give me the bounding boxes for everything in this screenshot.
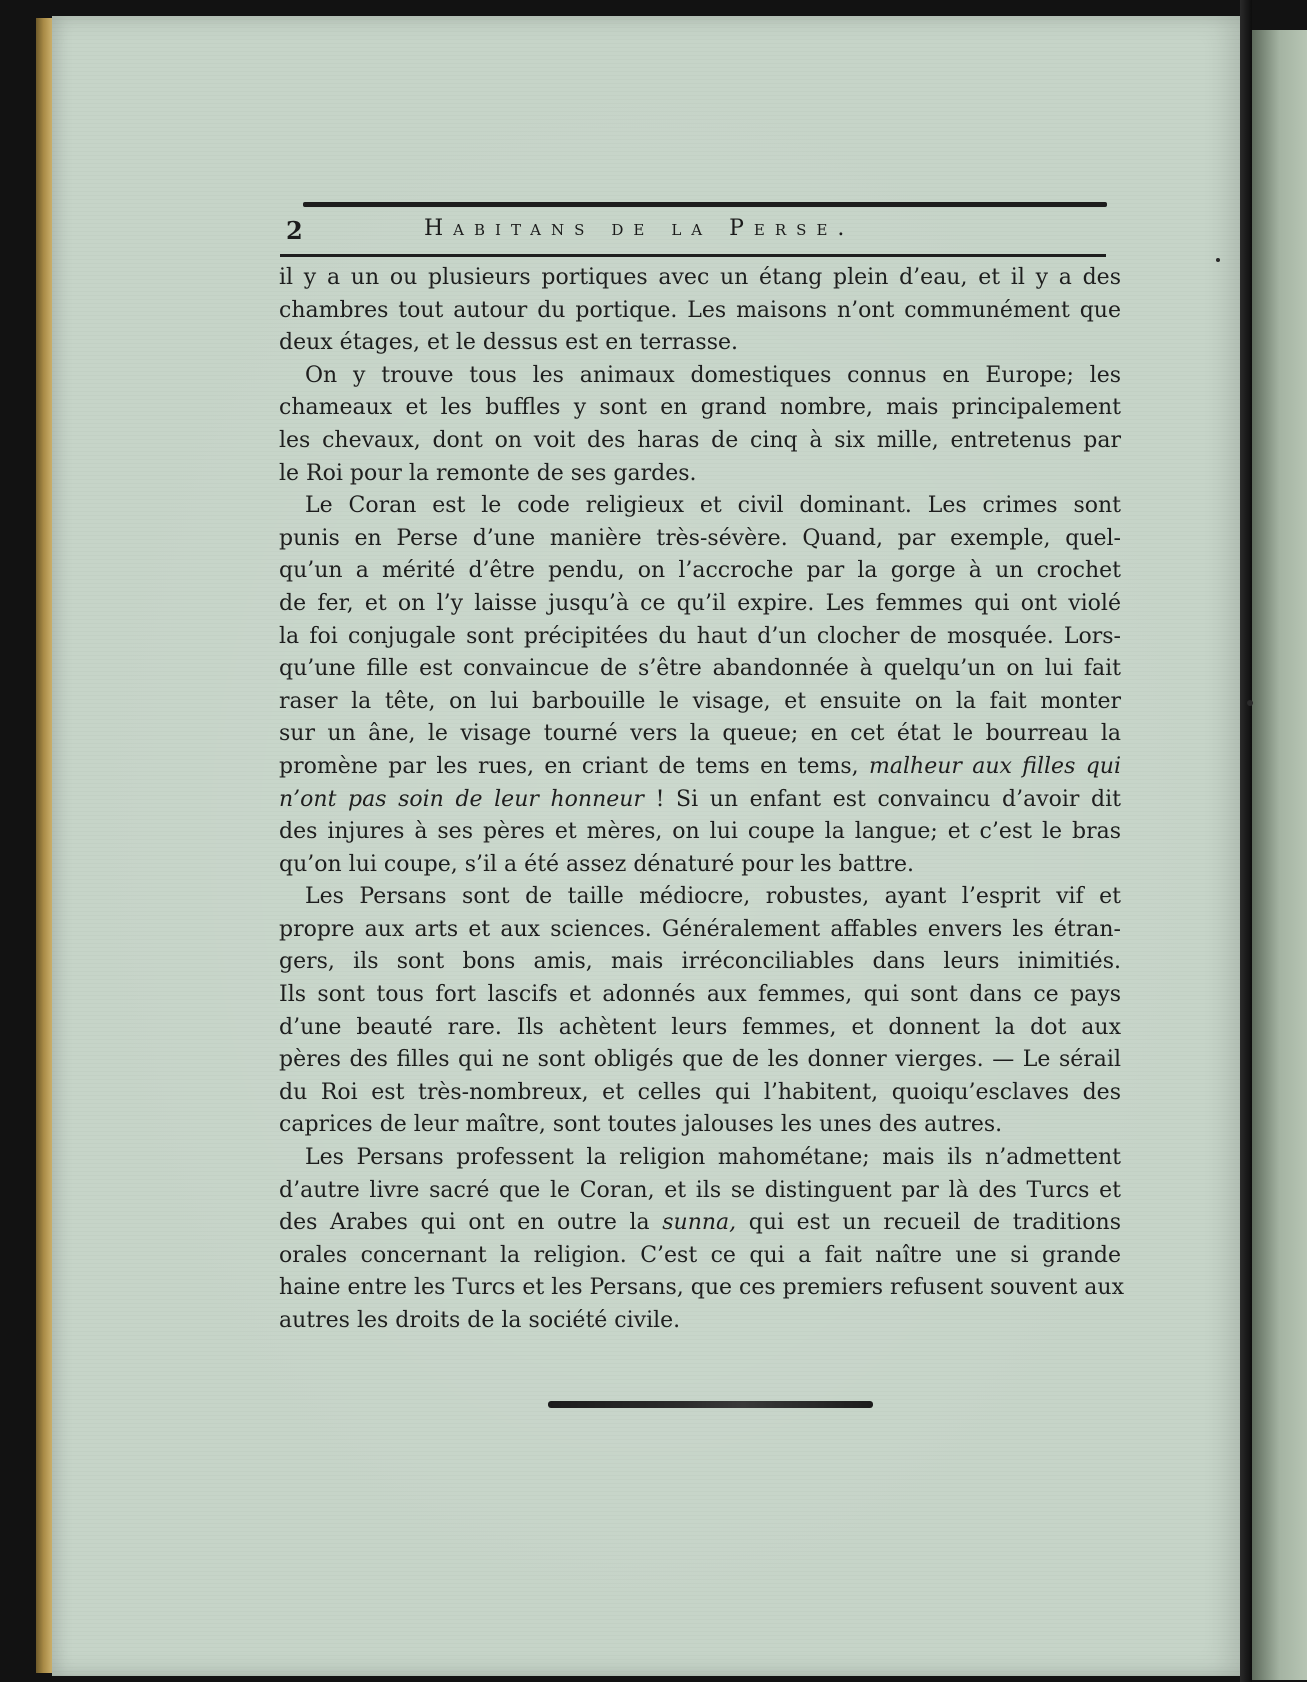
text-line: d’autre livre sacré que le Coran, et ils se distinguent par là des Turcs et	[279, 1177, 1121, 1203]
next-page-edge	[1252, 30, 1307, 1680]
text-line: le Roi pour la remonte de ses gardes.	[279, 460, 697, 486]
italic-phrase: n’ont pas soin de leur honneur	[279, 786, 644, 812]
paper-speck	[1216, 258, 1220, 262]
closing-ornament-rule	[548, 1401, 873, 1408]
paper-speck	[1247, 700, 1253, 706]
text-line: des injures à ses pères et mères, on lui coupe la langue; et c’est le bras	[279, 819, 1121, 845]
body-text	[279, 262, 1124, 1338]
text-line-mixed	[279, 784, 1121, 817]
text-line: sur un âne, le visage tourné vers la queue; en cet état le bourreau la	[279, 721, 1121, 747]
text-line: du Roi est très-nombreux, et celles qui l’habitent, quoiqu’esclaves des	[279, 1079, 1121, 1105]
text-line: pères des filles qui ne sont obligés que de les donner vierges. — Le sérail	[279, 1047, 1121, 1073]
text-line: deux étages, et le dessus est en terrasse.	[279, 330, 738, 356]
text-line: qu’on lui coupe, s’il a été assez dénaturé pour les battre.	[279, 851, 915, 877]
top-rule	[303, 202, 1107, 207]
italic-phrase: malheur aux filles qui	[869, 753, 1122, 779]
text-segment: ! Si un enfant est convaincu d’avoir dit	[655, 786, 1122, 812]
running-head	[286, 214, 1106, 250]
text-line-mixed	[279, 751, 1121, 784]
text-line: Les Persans sont de taille médiocre, robustes, ayant l’esprit vif et	[305, 884, 1121, 910]
text-line: chambres tout autour du portique. Les maisons n’ont communément que	[279, 297, 1121, 323]
text-line: chameaux et les buffles y sont en grand nombre, mais principalement	[279, 395, 1121, 421]
text-line: il y a un ou plusieurs portiques avec un étang plein d’eau, et il y a des	[279, 265, 1121, 290]
text-line: la foi conjugale sont précipitées du haut d’un clocher de mosquée. Lors-	[279, 623, 1121, 649]
text-line: caprices de leur maître, sont toutes jalouses les unes des autres.	[279, 1112, 1003, 1138]
text-line: haine entre les Turcs et les Persans, que ces premiers refusent souvent aux	[279, 1275, 1124, 1301]
text-line: Le Coran est le code religieux et civil dominant. Les crimes sont	[305, 493, 1121, 519]
book-gutter	[1240, 0, 1252, 1682]
text-line: Ils sont tous fort lascifs et adonnés aux femmes, qui sont dans ce pays	[279, 982, 1121, 1008]
text-line: On y trouve tous les animaux domestiques connus en Europe; les	[305, 362, 1121, 388]
text-line: propre aux arts et aux sciences. Généralement affables envers les étran-	[279, 916, 1121, 942]
text-line: qu’un a mérité d’être pendu, on l’accroche par la gorge à un crochet	[279, 558, 1121, 584]
text-line: raser la tête, on lui barbouille le visage, et ensuite on la fait monter	[279, 688, 1121, 714]
text-line: qu’une fille est convaincue de s’être abandonnée à quelqu’un on lui fait	[279, 656, 1121, 682]
text-line: gers, ils sont bons amis, mais irréconciliables dans leurs inimitiés.	[279, 949, 1121, 975]
text-line: Les Persans professent la religion mahométane; mais ils n’admettent	[305, 1145, 1121, 1171]
italic-phrase: sunna,	[662, 1210, 737, 1236]
text-segment: qui est un recueil de traditions	[748, 1210, 1121, 1236]
text-line: punis en Perse d’une manière très-sévère. Quand, par exemple, quel-	[279, 525, 1121, 551]
text-line: orales concernant la religion. C’est ce qui a fait naître une si grande	[279, 1242, 1121, 1268]
header-rule	[280, 254, 1106, 257]
text-line: autres les droits de la société civile.	[279, 1308, 681, 1333]
text-line: les chevaux, dont on voit des haras de cinq à six mille, entretenus par	[279, 427, 1121, 453]
running-head-title: Habitans de la Perse.	[424, 216, 855, 241]
text-line: d’une beauté rare. Ils achètent leurs femmes, et donnent la dot aux	[279, 1014, 1121, 1040]
page-number: 2	[286, 216, 303, 245]
text-line: de fer, et on l’y laisse jusqu’à ce qu’il expire. Les femmes qui ont violé	[279, 590, 1121, 616]
text-segment: promène par les rues, en criant de tems en tems,	[279, 753, 859, 779]
text-segment: des Arabes qui ont en outre la	[279, 1210, 650, 1236]
text-line-mixed	[279, 1207, 1121, 1240]
